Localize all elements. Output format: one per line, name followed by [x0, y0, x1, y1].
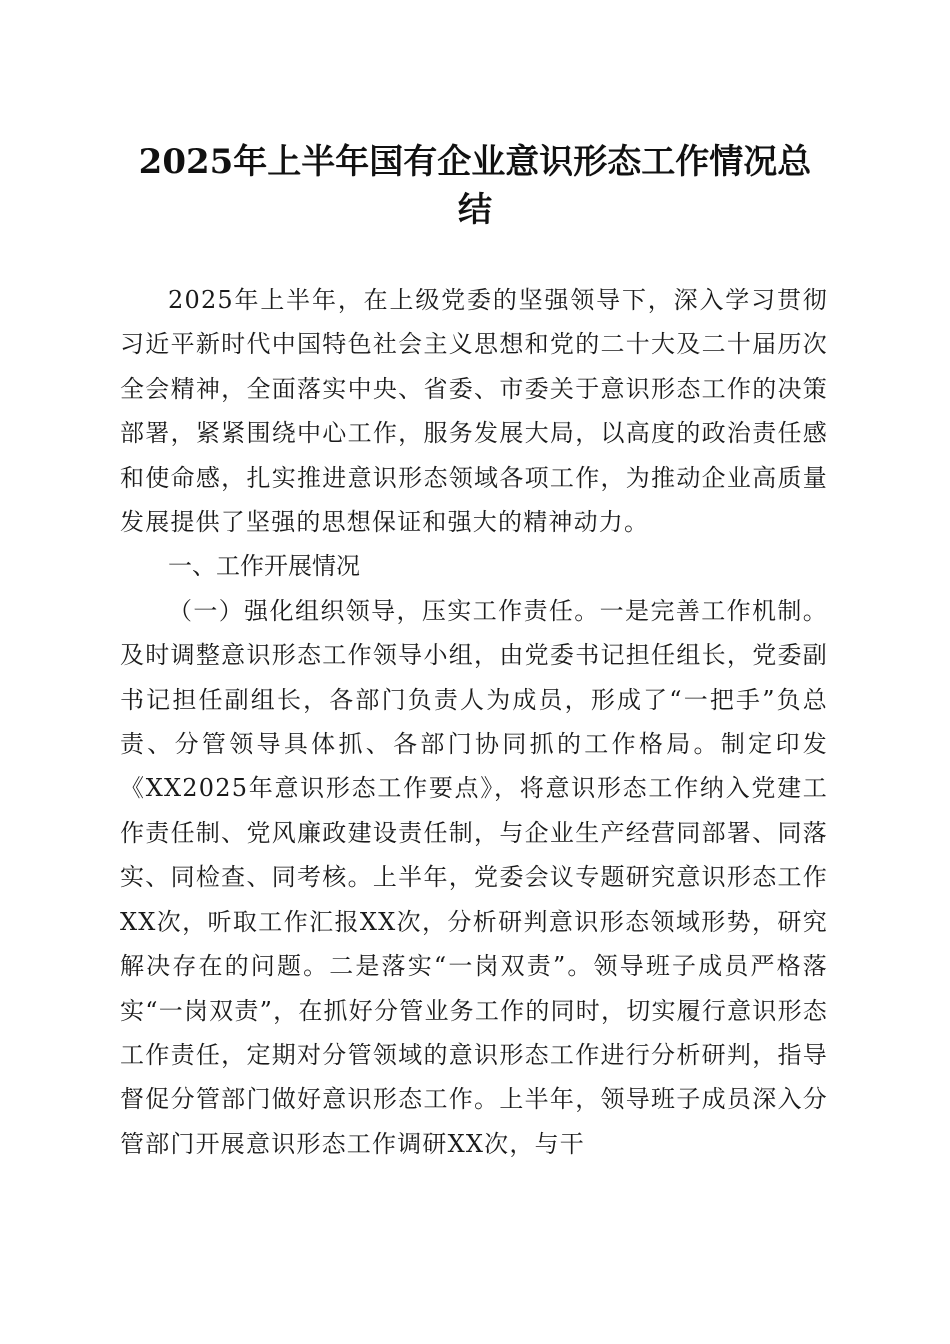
subsection-paragraph: [120, 589, 828, 1166]
section-heading: 一、工作开展情况: [168, 552, 360, 581]
document-title: [120, 138, 830, 234]
title-line-2: 结: [458, 190, 492, 230]
subsection-lead: （一）强化组织领导，压实工作责任。: [168, 596, 600, 625]
document-body: [120, 278, 828, 1166]
intro-paragraph: 2025年上半年，在上级党委的坚强领导下，深入学习贯彻习近平新时代中国特色社会主义思想和党的二十大及二十届历次全会精神，全面落实中央、省委、市委关于意识形态工作的决策部署，紧紧围绕中心工作，服务发展大局，以高度的政治责任感和使命感，扎实推进意识形态领域各项工作，为推动企业高质量发展提供了坚强的思想保证和强大的精神动力。: [120, 286, 828, 537]
subsection-body: 一是完善工作机制。及时调整意识形态工作领导小组，由党委书记担任组长，党委副书记担任副组长，各部门负责人为成员，形成了“一把手”负总责、分管领导具体抓、各部门协同抓的工作格局。制定印发《XX2025年意识形态工作要点》，将意识形态工作纳入党建工作责任制、党风廉政建设责任制，与企业生产经营同部署、同落实、同检查、同考核。上半年，党委会议专题研究意识形态工作XX次，听取工作汇报XX次，分析研判意识形态领域形势，研究解决存在的问题。二是落实“一岗双责”。领导班子成员严格落实“一岗双责”，在抓好分管业务工作的同时，切实履行意识形态工作责任，定期对分管领域的意识形态工作进行分析研判，指导督促分管部门做好意识形态工作。上半年，领导班子成员深入分管部门开展意识形态工作调研XX次，与干: [120, 596, 828, 1158]
title-line-1: 2025年上半年国有企业意识形态工作情况总: [138, 142, 812, 182]
